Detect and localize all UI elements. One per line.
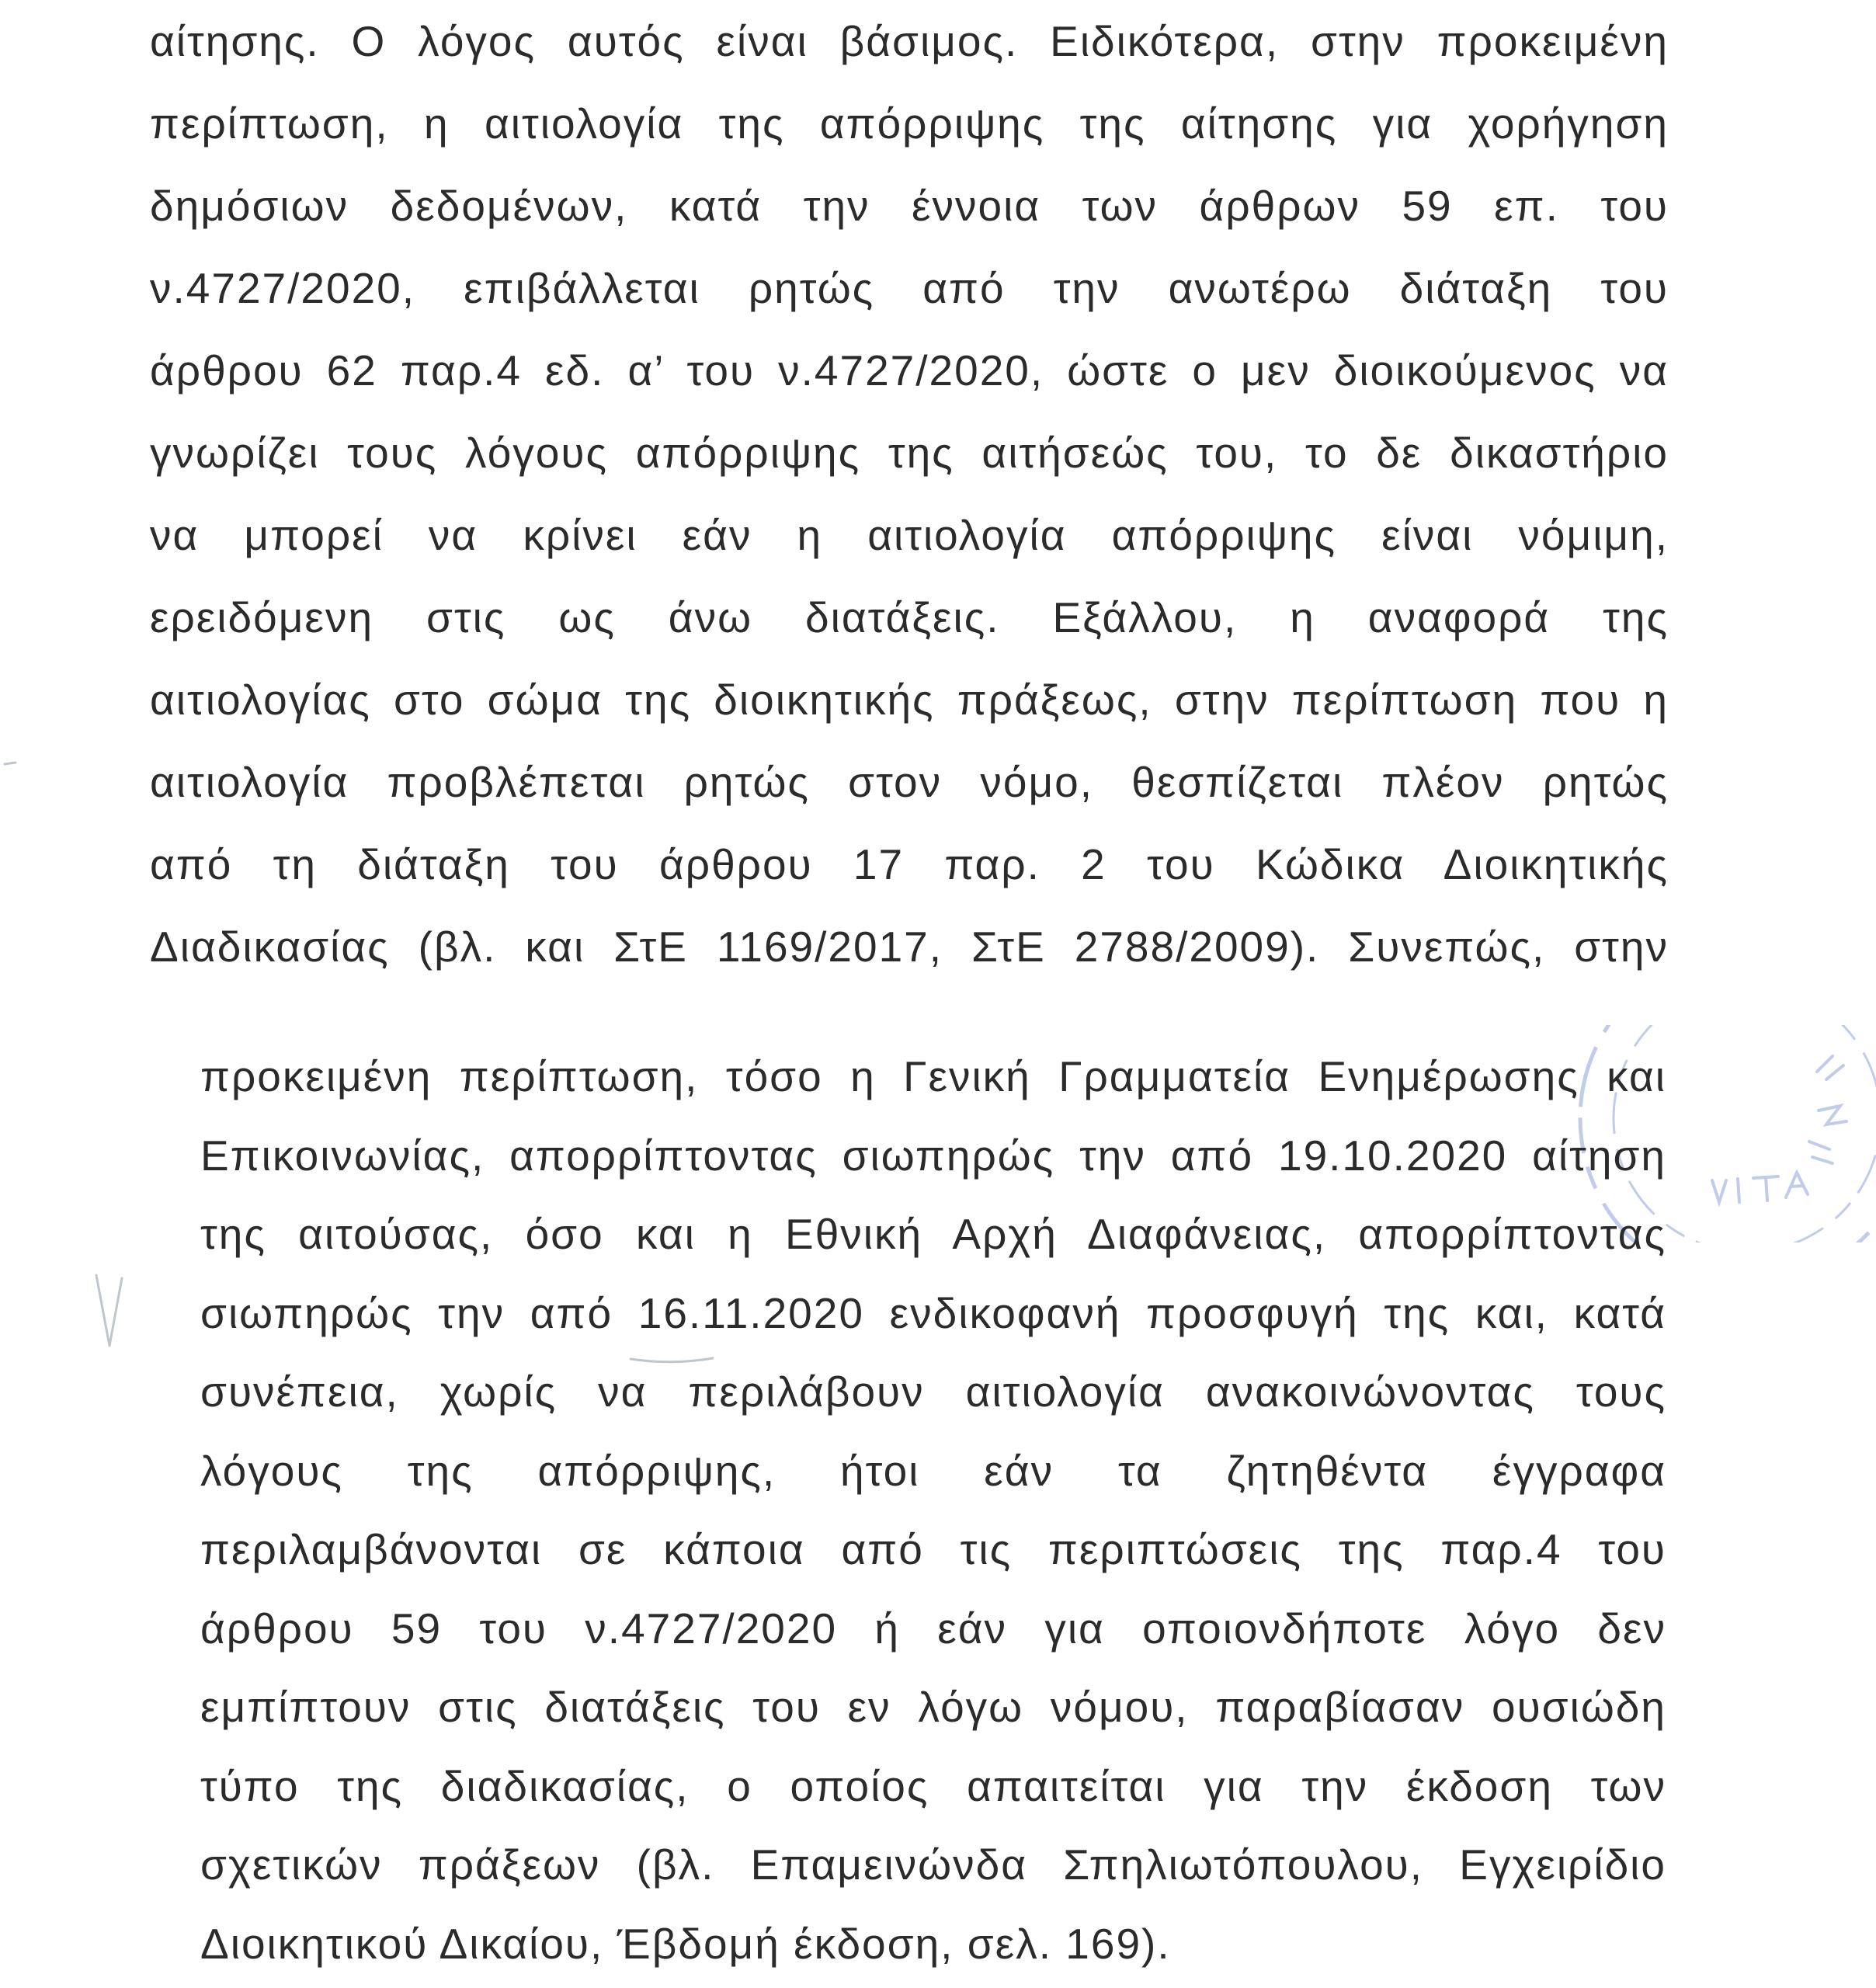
paragraph-1-line-2: περίπτωση, η αιτιολογία της απόρριψης της αίτησης για χορήγηση (150, 99, 1669, 148)
paragraph-1-line-5: άρθρου 62 παρ.4 εδ. α’ του ν.4727/2020, ώστε ο μεν διοικούμενος να (150, 346, 1669, 394)
paragraph-2-line-4: σιωπηρώς την από 16.11.2020 ενδικοφανή προσφυγή της και, κατά (200, 1288, 1666, 1337)
stamp-lettering-mark (1753, 1176, 1778, 1201)
paragraph-2-line-8: άρθρου 59 του ν.4727/2020 ή εάν για οποιονδήποτε λόγο δεν (200, 1604, 1666, 1653)
paragraph-2-line-2: Επικοινωνίας, απορρίπτοντας σιωπηρώς την από 19.10.2020 αίτηση (200, 1131, 1666, 1180)
paragraph-2-line-3: της αιτούσας, όσο και η Εθνική Αρχή Διαφάνειας, απορρίπτοντας (200, 1210, 1666, 1258)
paragraph-2-line-9: εμπίπτουν στις διατάξεις του εν λόγω νόμου, παραβίασαν ουσιώδη (200, 1683, 1666, 1731)
paragraph-2-line-10: τύπο της διαδικασίας, ο οποίος απαιτείται για την έκδοση των (200, 1761, 1666, 1810)
paragraph-2 (200, 1037, 1666, 1983)
stamp-lettering-mark (1809, 1142, 1833, 1163)
paragraph-1-line-1: αίτησης. Ο λόγος αυτός είναι βάσιμος. Ειδικότερα, στην προκειμένη (150, 17, 1669, 65)
paragraph-2-line-12: Διοικητικού Δικαίου, Έβδομή έκδοση, σελ. 169). (200, 1919, 1171, 1968)
paragraph-1-line-3: δημόσιων δεδομένων, κατά την έννοια των άρθρων 59 επ. του (150, 182, 1669, 230)
paragraph-2-line-5: συνέπεια, χωρίς να περιλάβουν αιτιολογία ανακοινώνοντας τους (200, 1368, 1666, 1416)
paragraph-1-line-11: από τη διάταξη του άρθρου 17 παρ. 2 του Κώδικα Διοικητικής (150, 840, 1669, 888)
paragraph-1-line-7: να μπορεί να κρίνει εάν η αιτιολογία απόρριψης είναι νόμιμη, (150, 511, 1669, 559)
stamp-lettering-mark (1786, 1173, 1808, 1197)
stamp-lettering-mark (1712, 1180, 1726, 1202)
margin-check-mark (96, 1275, 122, 1346)
stamp-lettering-mark (1819, 1106, 1846, 1124)
paragraph-2-line-1: προκειμένη περίπτωση, τόσο η Γενική Γραμματεία Ενημέρωσης και (200, 1052, 1666, 1100)
margin-dash-mark (5, 763, 16, 764)
paragraph-1-line-12: Διαδικασίας (βλ. και ΣτΕ 1169/2017, ΣτΕ 2788/2009). Συνεπώς, στην (150, 923, 1669, 971)
paragraph-1-line-6: γνωρίζει τους λόγους απόρριψης της αιτήσεώς του, το δε δικαστήριο (150, 429, 1669, 477)
paragraph-1 (150, 0, 1669, 988)
paragraph-2-line-7: περιλαμβάνονται σε κάποια από τις περιπτώσεις της παρ.4 του (200, 1525, 1666, 1573)
paragraph-2-line-11: σχετικών πράξεων (βλ. Επαμεινώνδα Σπηλιωτόπουλου, Εγχειρίδιο (200, 1840, 1666, 1889)
paragraph-1-line-8: ερειδόμενη στις ως άνω διατάξεις. Εξάλλου, η αναφορά της (150, 593, 1669, 641)
paragraph-1-line-4: ν.4727/2020, επιβάλλεται ρητώς από την ανωτέρω διάταξη του (150, 264, 1669, 312)
stamp-lettering-mark (1738, 1179, 1739, 1202)
stamp-lettering-mark (1817, 1056, 1843, 1079)
paragraph-2-line-6: λόγους της απόρριψης, ήτοι εάν τα ζητηθέντα έγγραφα (200, 1446, 1666, 1495)
paragraph-1-line-10: αιτιολογία προβλέπεται ρητώς στον νόμο, θεσπίζεται πλέον ρητώς (150, 758, 1669, 806)
paragraph-1-line-9: αιτιολογίας στο σώμα της διοικητικής πράξεως, στην περίπτωση που η (150, 676, 1669, 724)
